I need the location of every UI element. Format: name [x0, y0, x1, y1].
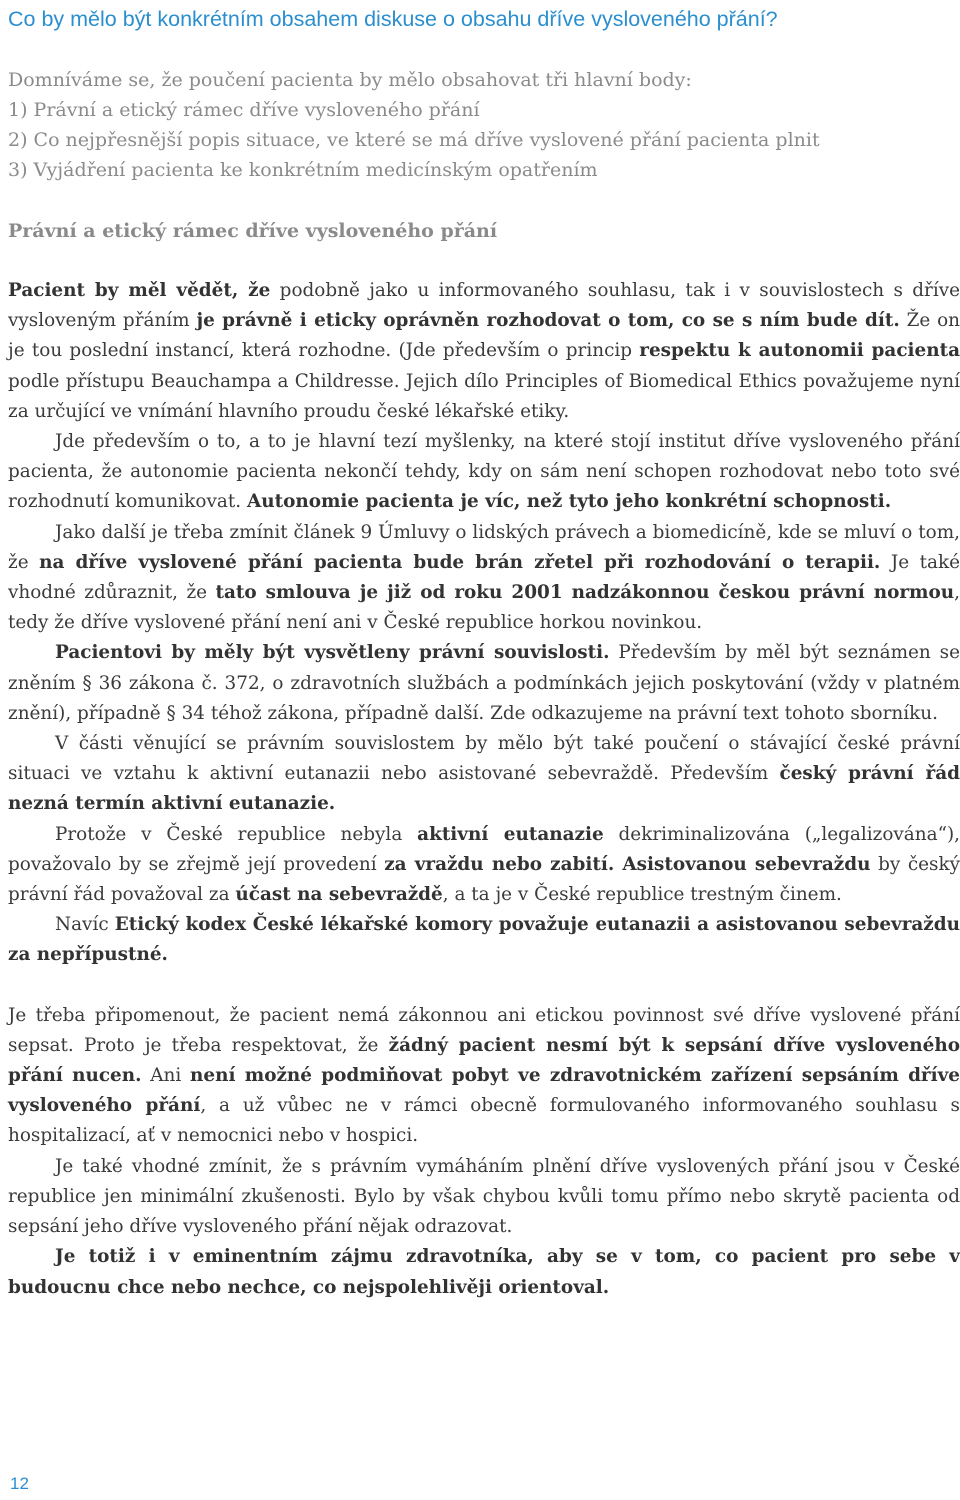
- text-run: Především by měl být seznámen se zněním § 36 zákona č. 372, o zdravotních službách a podmínkách jejich poskytování (vždy v platném znění), případně § 34 téhož zákona, případně další. Zde odkazujeme na právní text tohoto sborníku.: [8, 642, 960, 724]
- bold-text-run: aktivní eutanazie: [417, 823, 604, 845]
- body-paragraph: [8, 638, 960, 729]
- text-run: by český právní řád považoval za: [8, 853, 960, 906]
- text-run: Jako další je třeba zmínit článek 9 Úmluvy o lidských právech a biomedicíně, kde se mluví o tom, že: [8, 521, 960, 573]
- body-paragraph: [8, 820, 960, 911]
- body-paragraph: [8, 1242, 960, 1302]
- text-run: Je také vhodné zmínit, že s právním vymáháním plnění dříve vyslovených přání jsou v České republice jen minimální zkušenosti. Bylo by však chybou kvůli tomu přímo nebo skrytě pacienta od sepsání jeho dříve vysloveného přání nějak odrazovat.: [8, 1155, 960, 1238]
- intro-item-1: 1) Právní a etický rámec dříve vysloveného přání: [8, 99, 480, 121]
- bold-text-run: žádný pacient nesmí být k sepsání dříve vysloveného přání nucen.: [8, 1034, 960, 1087]
- bold-text-run: za vraždu nebo zabití. Asistovanou sebevraždu: [384, 853, 871, 875]
- text-run: Navíc: [55, 914, 115, 936]
- bold-text-run: tato smlouva je již od roku 2001 nadzákonnou českou právní normou: [215, 582, 955, 604]
- bold-text-run: Autonomie pacienta je víc, než tyto jeho konkrétní schopnosti.: [246, 491, 892, 513]
- bold-text-run: účast na sebevraždě: [235, 884, 443, 906]
- page-heading: Co by mělo být konkrétním obsahem diskuse o obsahu dříve vysloveného přání?: [8, 7, 778, 31]
- text-run: , a ta je v České republice trestným činem.: [442, 884, 842, 906]
- intro-lead: Domníváme se, že poučení pacienta by mělo obsahovat tři hlavní body:: [8, 69, 692, 91]
- body-paragraph: [8, 518, 960, 639]
- body-paragraph: [8, 1152, 960, 1243]
- text-run: Je také vhodné zdůraznit, že: [8, 551, 960, 604]
- text-run: podobně jako u informovaného souhlasu, tak i v souvislostech s dříve vysloveným přáním: [8, 280, 960, 332]
- bold-text-run: Je totiž i v eminentním zájmu zdravotníka, aby se v tom, co pacient pro sebe v budoucnu chce nebo nechce, co nejspolehlivěji orientoval.: [8, 1246, 960, 1298]
- bold-text-run: je právně i eticky oprávněn rozhodovat o tom, co se s ním bude dít.: [196, 310, 900, 332]
- bold-text-run: Pacientovi by měly být vysvětleny právní souvislosti.: [55, 642, 610, 664]
- text-run: Ani: [141, 1065, 191, 1087]
- intro-block: [8, 65, 960, 185]
- text-run: Je třeba připomenout, že pacient nemá zákonnou ani etickou povinnost své dříve vyslovené přání sepsat. Proto je třeba respektovat, že: [8, 1004, 960, 1056]
- text-run: podle přístupu Beauchampa a Childresse. Jejich dílo Principles of Biomedical Ethics považujeme nyní za určující ve vnímání hlavního proudu české lékařské etiky.: [8, 370, 960, 422]
- body-text: [8, 276, 960, 1303]
- bold-text-run: Etický kodex České lékařské komory považuje eutanazii a asistovanou sebevraždu za nepřípustné.: [8, 914, 960, 966]
- text-run: Protože v České republice nebyla: [55, 823, 418, 845]
- intro-item-3: 3) Vyjádření pacienta ke konkrétním medicínským opatřením: [8, 159, 598, 181]
- body-paragraph: [8, 910, 960, 970]
- bold-text-run: na dříve vyslovené přání pacienta bude brán zřetel při rozhodování o terapii.: [39, 551, 881, 573]
- page-number: 12: [10, 1474, 29, 1493]
- text-run: Jde především o to, a to je hlavní tezí myšlenky, na které stojí institut dříve vysloveného přání pacienta, že autonomie pacienta nekončí tehdy, kdy on sám není schopen rozhodovat nebo toto své rozhodnutí komunikovat.: [8, 431, 960, 513]
- text-run: , tedy že dříve vyslovené přání není ani v České republice horkou novinkou.: [8, 582, 960, 634]
- section-title: Právní a etický rámec dříve vysloveného přání: [8, 220, 498, 242]
- text-run: dekriminalizována („legalizována“), považovalo by se zřejmě její provedení: [8, 823, 960, 875]
- bold-text-run: respektu k autonomii pacienta: [639, 340, 960, 362]
- bold-text-run: není možné podmiňovat pobyt ve zdravotnickém zařízení sepsáním dříve vysloveného přání: [8, 1065, 960, 1117]
- bold-text-run: český právní řád nezná termín aktivní eutanazie.: [8, 763, 960, 815]
- body-paragraph: [8, 729, 960, 820]
- intro-item-2: 2) Co nejpřesnější popis situace, ve které se má dříve vyslovené přání pacienta plnit: [8, 129, 820, 151]
- body-paragraph: [8, 276, 960, 427]
- bold-text-run: Pacient by měl vědět, že: [8, 280, 271, 301]
- body-paragraph: [8, 1001, 960, 1152]
- body-paragraph: [8, 427, 960, 518]
- text-run: V části věnující se právním souvislostem by mělo být také poučení o stávající české právní situaci ve vztahu k aktivní eutanazii nebo asistované sebevraždě. Především: [8, 733, 960, 785]
- text-run: Že on je tou poslední instancí, která rozhodne. (Jde především o princip: [8, 310, 960, 362]
- text-run: , a už vůbec ne v rámci obecně formulovaného informovaného souhlasu s hospitalizací, ať v nemocnici nebo v hospici.: [8, 1095, 960, 1147]
